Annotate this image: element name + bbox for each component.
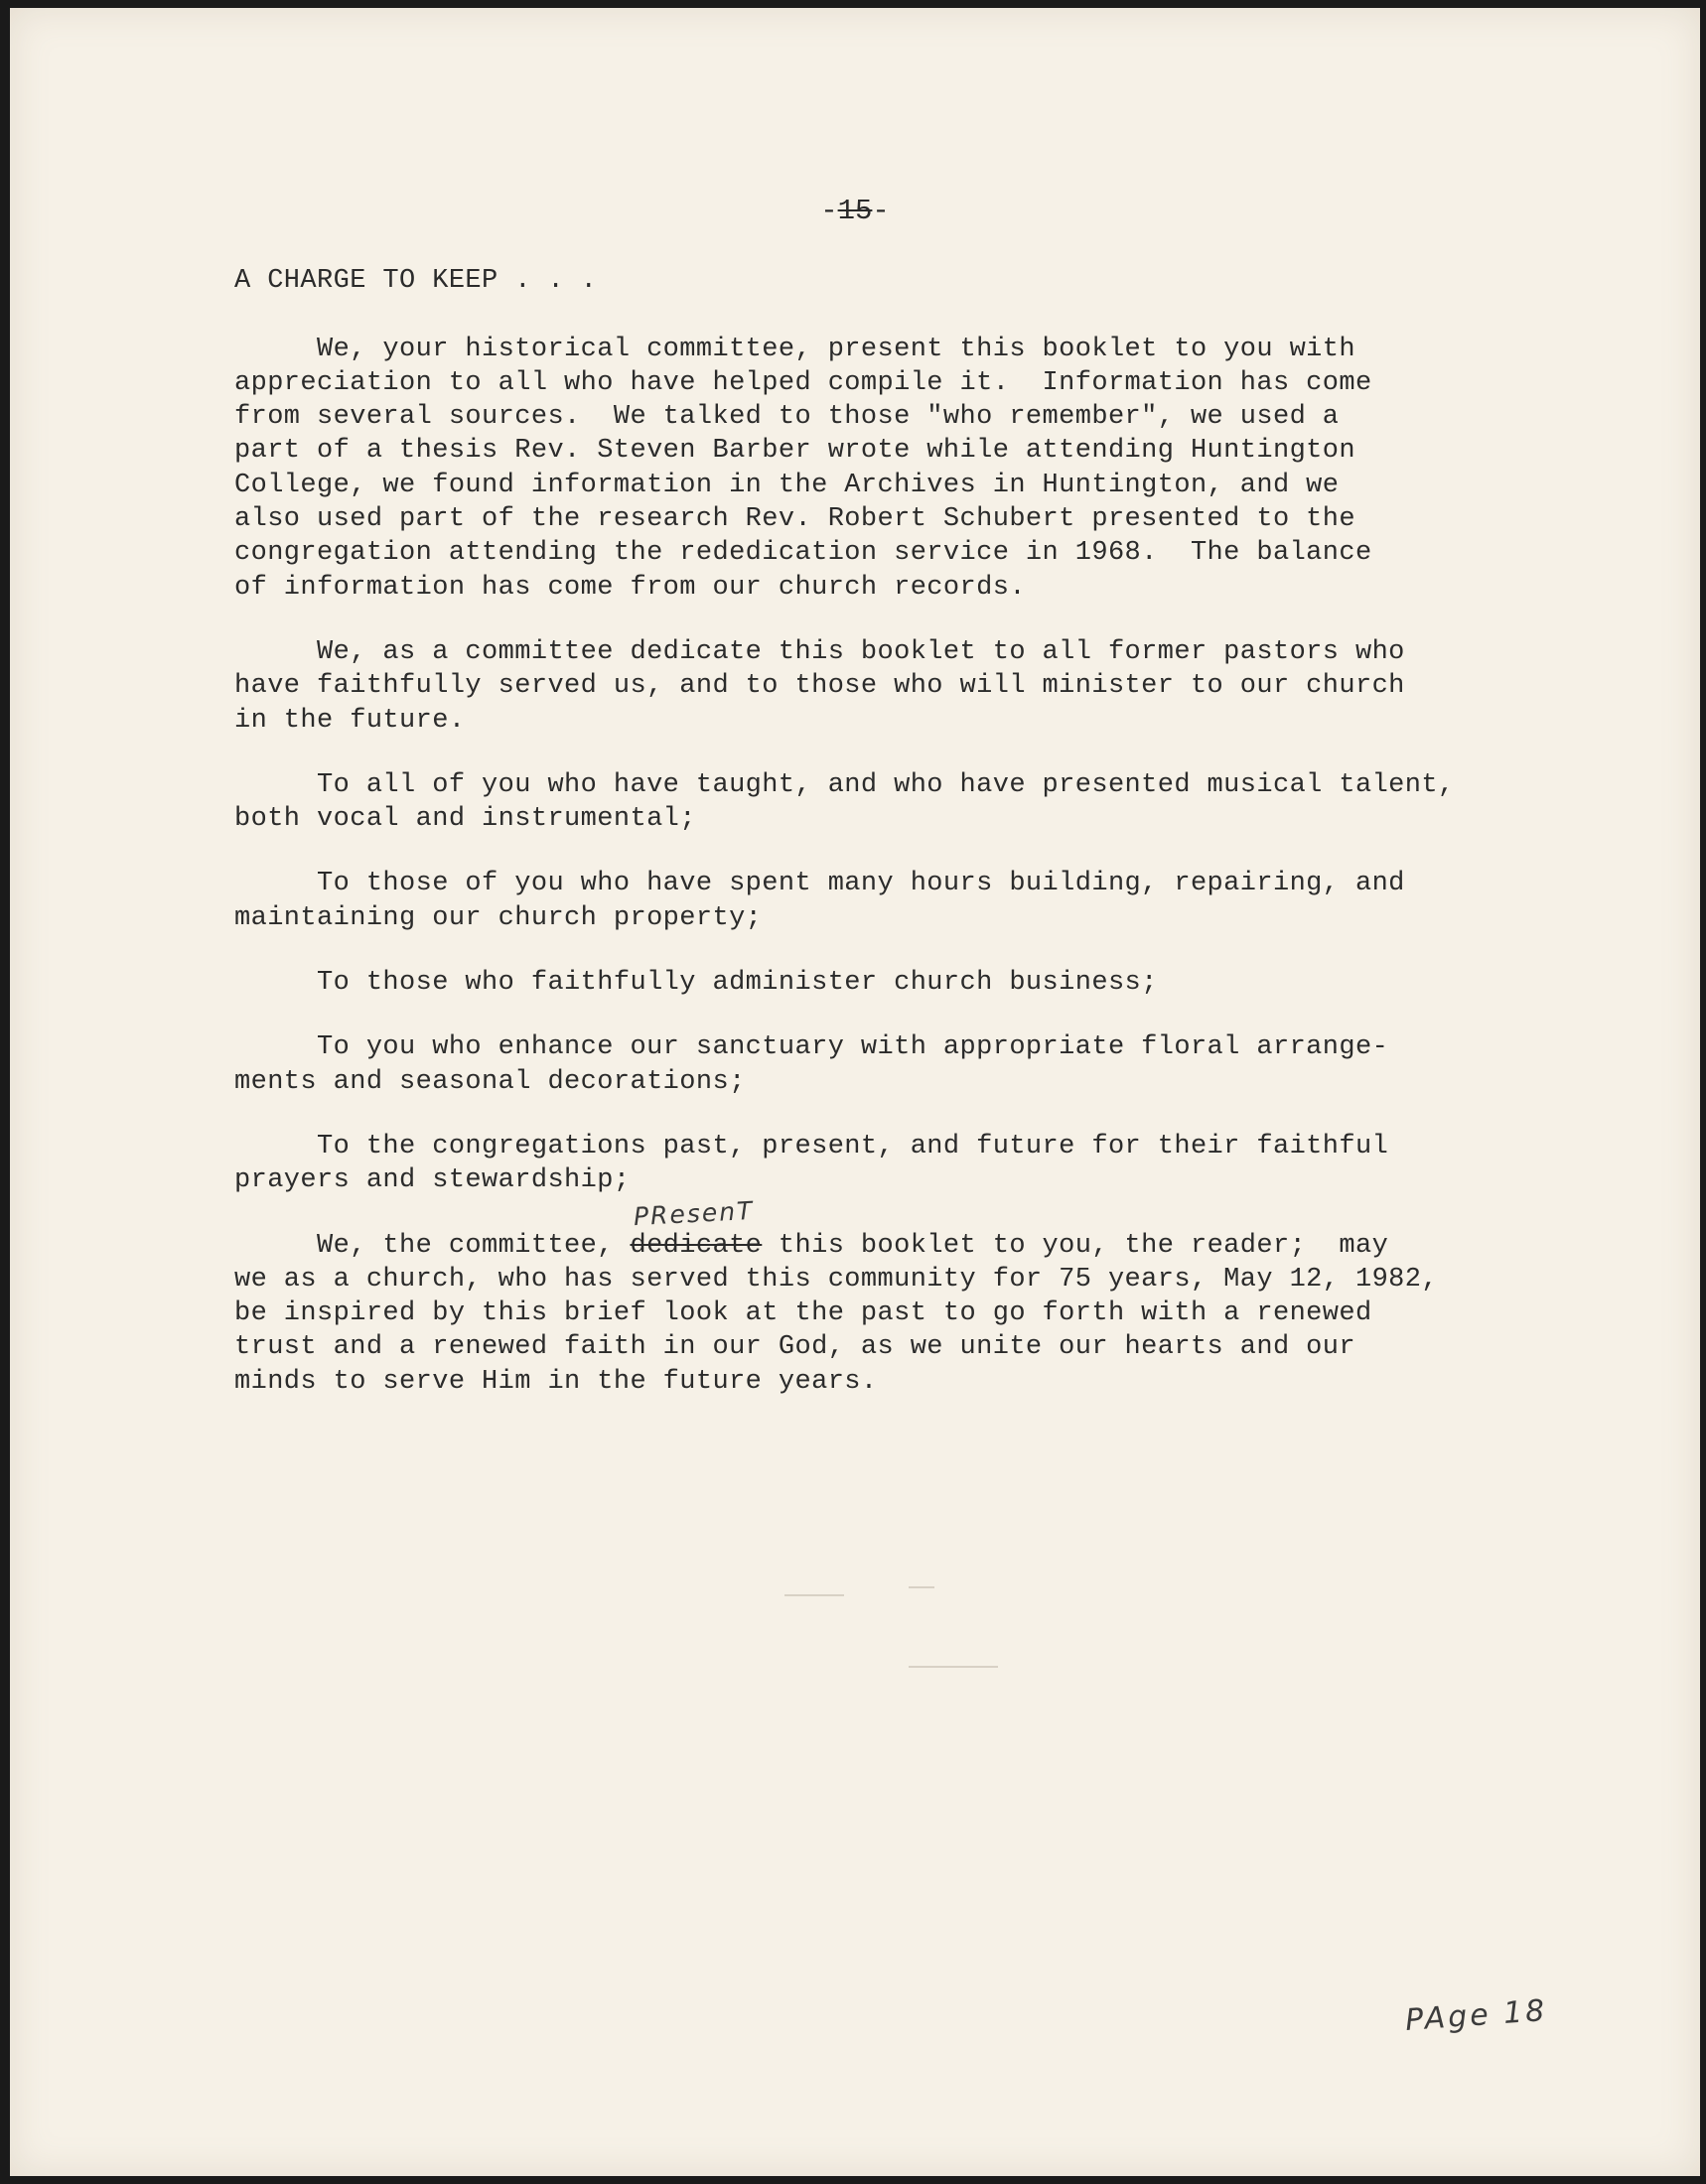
final-paragraph-lines [234,1263,1495,1399]
paragraph-line: we as a church, who has served this community for 75 years, May 12, 1982, [234,1264,1438,1295]
paragraph [234,966,1495,1000]
paragraph-line: College, we found information in the Archives in Huntington, and we [234,470,1340,500]
paragraph [234,867,1495,935]
handwritten-page-label: PAge 18 [1403,1993,1549,2038]
paragraph-line: in the future. [234,705,466,736]
paragraph-line: part of a thesis Rev. Steven Barber wrote while attending Huntington [234,436,1355,467]
paragraph-line: minds to serve Him in the future years. [234,1366,878,1397]
document-body [234,264,1495,1430]
paragraph [234,768,1495,837]
final-line-end: this booklet to you, the reader; may [762,1230,1389,1261]
paragraph-line: from several sources. We talked to those "who remember", we used a [234,402,1340,433]
paragraph [234,635,1495,738]
paragraph [234,1130,1495,1198]
paragraph-line: prayers and stewardship; [234,1165,631,1196]
paragraph [234,1030,1495,1099]
paragraph-line: be inspired by this brief look at the past to go forth with a renewed [234,1298,1372,1329]
handwritten-correction: PResenT [633,1195,756,1231]
paragraph-line: maintaining our church property; [234,902,763,933]
page-number [10,195,1700,227]
paragraph-line: have faithfully served us, and to those who will minister to our church [234,671,1405,702]
page-number-prefix: - [820,195,838,227]
paragraph-line: We, your historical committee, present this booklet to you with [234,334,1355,364]
paragraph-line: ments and seasonal decorations; [234,1066,746,1097]
document-page [10,8,1700,2176]
final-line-start: We, the committee, [234,1230,631,1261]
paragraph-line: We, as a committee dedicate this booklet to all former pastors who [234,636,1405,667]
paper-smudge [784,1594,844,1596]
paper-smudge [909,1666,998,1668]
paragraph-line: To those who faithfully administer church business; [234,968,1158,999]
final-paragraph [234,1195,1495,1399]
paragraph-line: To the congregations past, present, and future for their faithful [234,1131,1389,1161]
paragraph-list [234,333,1495,1198]
paragraph-line [234,1195,1495,1263]
paragraph-line: congregation attending the rededication service in 1968. The balance [234,538,1372,569]
paragraph-line: appreciation to all who have helped compile it. Information has come [234,367,1372,398]
struck-word-text: dedicate [630,1230,763,1261]
paragraph-line: both vocal and instrumental; [234,804,696,835]
paragraph-line: To you who enhance our sanctuary with appropriate floral arrange- [234,1032,1389,1063]
paragraph [234,333,1495,605]
struck-word [630,1195,763,1261]
page-number-suffix: - [872,195,890,227]
paragraph-line: To all of you who have taught, and who have presented musical talent, [234,769,1455,800]
paper-smudge [909,1586,934,1588]
paragraph-line: To those of you who have spent many hours building, repairing, and [234,869,1405,899]
paragraph-line: of information has come from our church records. [234,572,1026,603]
document-heading: A CHARGE TO KEEP . . . [234,266,598,296]
page-number-value: 15 [837,195,873,227]
paragraph-line: trust and a renewed faith in our God, as we unite our hearts and our [234,1332,1355,1363]
paragraph-line: also used part of the research Rev. Robert Schubert presented to the [234,504,1355,535]
